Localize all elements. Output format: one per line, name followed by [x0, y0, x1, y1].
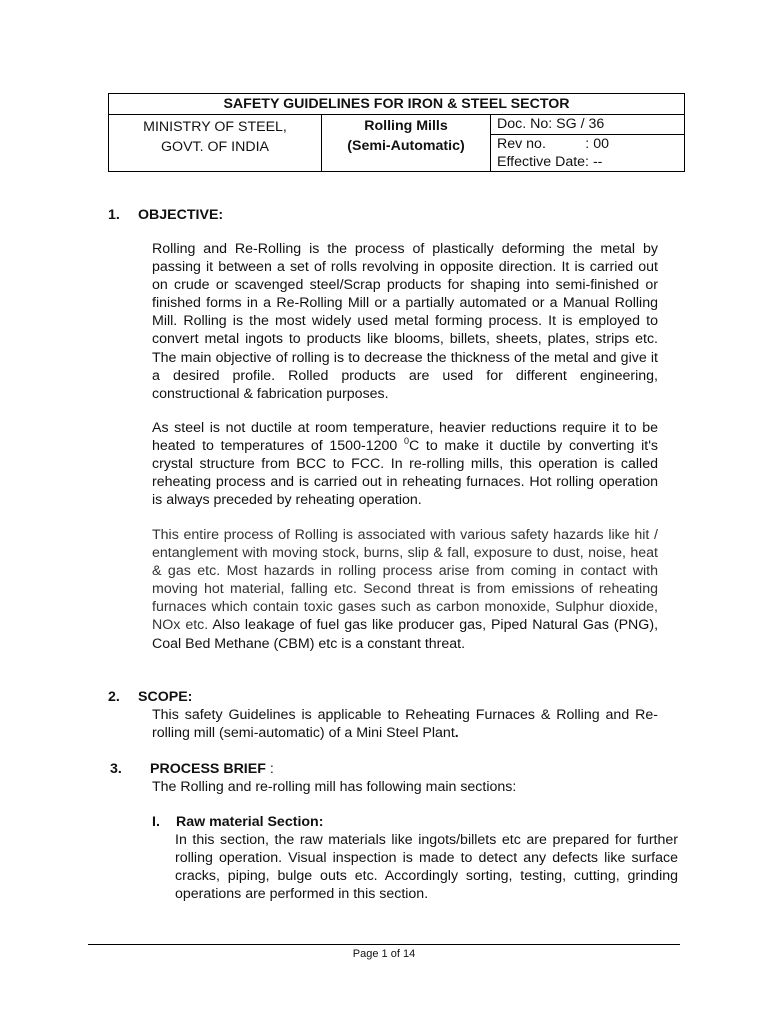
subsection-heading-raw-material	[152, 813, 323, 831]
footer-divider	[88, 944, 680, 945]
raw-material-paragraph: In this section, the raw materials like ingots/billets etc are prepared for further rolling operation. Visual inspection is made to detect any defects like surface cracks, piping, bulge outs etc. Accordingly sorting, testing, cutting, grinding operations are performed in this section.	[175, 832, 678, 903]
objective-paragraph-2	[152, 419, 658, 509]
revision-number: Rev no. : 00	[497, 136, 609, 152]
section-title-suffix: :	[265, 761, 274, 777]
section-number: 3.	[110, 761, 122, 777]
section-title: PROCESS BRIEF	[150, 761, 266, 777]
paragraph-text: C to make it ductile by converting it's crystal structure from BCC to FCC. In re-rolling mills, this operation is called reheating process and is carried out in reheating furnaces. Hot rolling operation is always preceded by reheating operation.	[152, 438, 659, 509]
degree-superscript: 0	[403, 436, 409, 447]
ministry-cell	[109, 115, 322, 171]
scope-paragraph	[152, 706, 658, 742]
section-number: 1.	[108, 207, 120, 223]
section-heading-process	[110, 760, 274, 778]
paragraph-text: This safety Guidelines is applicable to Reheating Furnaces & Rolling and Re-rolling mill (semi-automatic) of a Mini Steel Plant	[152, 707, 658, 742]
subject-line-1: Rolling Mills	[364, 118, 448, 134]
page-number: Page 1 of 14	[352, 948, 416, 960]
subsection-number: I.	[152, 814, 160, 830]
section-title: SCOPE:	[138, 689, 193, 705]
paragraph-text: Also leakage of fuel gas like producer gas, Piped Natural Gas (PNG), Coal Bed Methane (CBM) etc is a constant threat.	[152, 617, 659, 652]
header-table	[108, 93, 685, 172]
section-title: OBJECTIVE:	[138, 207, 224, 223]
subject-line-2: (Semi-Automatic)	[347, 138, 465, 154]
document-title: SAFETY GUIDELINES FOR IRON & STEEL SECTOR	[109, 94, 684, 115]
effective-date: Effective Date: --	[497, 154, 603, 170]
process-intro: The Rolling and re-rolling mill has following main sections:	[152, 779, 517, 795]
document-info-cell	[491, 115, 684, 171]
ministry-line-2: GOVT. OF INDIA	[161, 139, 269, 155]
subsection-title: Raw material Section:	[176, 814, 324, 830]
doc-number: Doc. No: SG / 36	[491, 115, 684, 135]
section-heading-scope	[108, 688, 192, 706]
header-row	[109, 115, 684, 171]
ministry-line-1: MINISTRY OF STEEL,	[143, 119, 287, 135]
objective-paragraph-3	[152, 526, 658, 653]
section-heading-objective	[108, 206, 223, 224]
section-number: 2.	[108, 689, 120, 705]
subject-cell	[322, 115, 491, 171]
paragraph-period: .	[454, 725, 459, 742]
paragraph-text: As steel is not ductile at room temperature, heavier reductions require it to be heated to temperatures of 1500-1200	[152, 420, 658, 455]
paragraph-text: This entire process of Rolling is associated with various safety hazards like hit / entanglement with moving stock, burns, slip & fall, exposure to dust, noise, heat & gas etc. Most hazards in rolling process arise from coming in contact with moving hot material, falling etc. Second threat is from emissions of reheating furnaces which contain toxic gases such as carbon monoxide, Sulphur dioxide, NOx etc.	[152, 527, 658, 634]
objective-paragraph-1: Rolling and Re-Rolling is the process of plastically deforming the metal by passing it between a set of rolls revolving in opposite direction. It is carried out on crude or scavenged steel/Scrap products for shaping into semi-finished or finished forms in a Re-Rolling Mill or a partially automated or a Manual Rolling Mill. Rolling is the most widely used metal forming process. It is employed to convert metal ingots to products like blooms, billets, sheets, plates, strips etc. The main objective of rolling is to decrease the thickness of the metal and give it a desired profile. Rolled products are used for different engineering, constructional & fabrication purposes.	[152, 241, 658, 402]
